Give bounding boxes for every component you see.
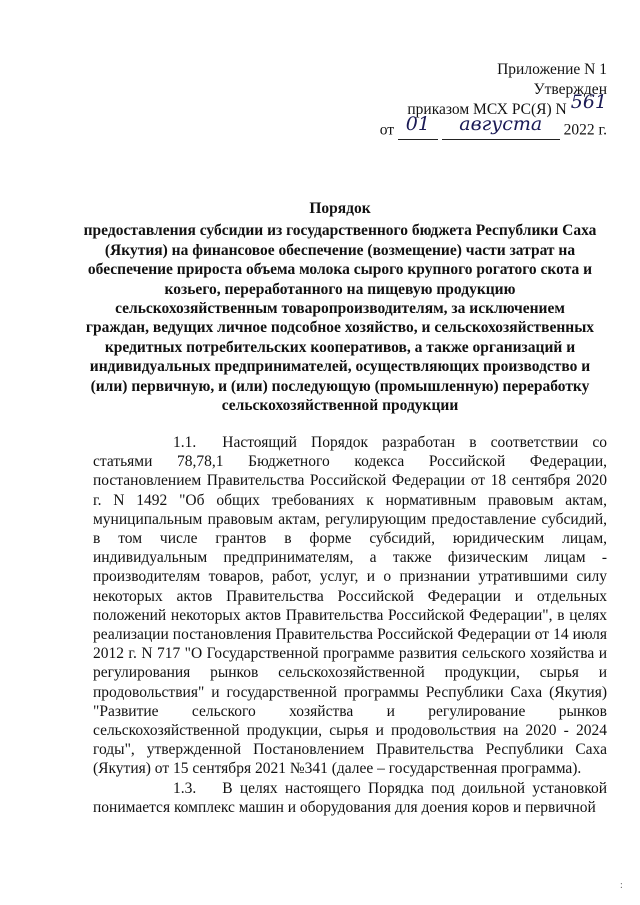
date-day-field — [398, 112, 438, 140]
title-heading: Порядок — [309, 200, 371, 217]
title-subtitle: предоставления субсидии из государственного бюджета Республики Саха (Якутия) на финансовое обеспечение (возмещение) части затрат на обеспечение прироста объема молока сырого крупного рогатого скота и козьего, переработанного на пищевую продукцию сельскохозяйственным товаропроизводителям, за исключением граждан, ведущих личное подсобное хозяйство, и сельскохозяйственных кредитных потребительских кооперативов, а также организаций и индивидуальных предпринимателей, осуществляющих производство и (или) первичную, и (или) последующую (промышленную) переработку сельскохозяйственной продукции — [83, 222, 597, 415]
paragraph-number: 1.3. — [173, 779, 197, 797]
order-prefix: приказом МСХ РС(Я) N — [407, 101, 567, 118]
page-edge-mark: : — [620, 880, 623, 891]
date-day-handwritten: 01 — [405, 112, 430, 135]
paragraph-1-1 — [93, 433, 607, 779]
paragraph-text: В целях настоящего Порядка под доильной установкой понимается комплекс машин и оборудования для доения коров и первичной — [93, 779, 607, 816]
date-line — [379, 112, 607, 140]
document-body — [93, 433, 607, 817]
paragraph-1-3 — [93, 779, 607, 817]
date-month-handwritten: августа — [459, 112, 543, 135]
approval-header — [380, 60, 607, 140]
appendix-label: Приложение N 1 — [497, 61, 607, 78]
date-year: 2022 г. — [563, 121, 607, 138]
approved-label: Утвержден — [533, 80, 607, 98]
document-title — [82, 199, 598, 415]
date-month-field — [442, 112, 560, 140]
paragraph-number: 1.1. — [173, 434, 197, 451]
paragraph-text: Настоящий Порядок разработан в соответствии со статьями 78,78,1 Бюджетного кодекса Российской Федерации, постановлением Правительства Российской Федерации от 18 сентября 2020 г. N 1492 "Об общих требованиях к нормативным правовым актам, муниципальным правовым актам, регулирующим предоставление субсидий, в том числе грантов в форме субсидий, юридическим лицам, индивидуальным предпринимателям, а также физическим лицам - производителям товаров, работ, услуг, и о признании утратившими силу некоторых актов Правительства Российской Федерации и отдельных положений некоторых актов Правительства Российской Федерации", в целях реализации постановления Правительства Российской Федерации от 14 июля 2012 г. N 717 "О Государственной программе развития сельского хозяйства и регулирования рынков сельскохозяйственной продукции, сырья и продовольствия" и государственной программы Республики Саха (Якутия) "Развитие сельского хозяйства и регулирование рынков сельскохозяйственной продукции, сырья и продовольствия на 2020 - 2024 годы", утвержденной Постановлением Правительства Республики Саха (Якутия) от 15 сентября 2021 №341 (далее – государственная программа). — [93, 434, 607, 778]
order-number-handwritten: 561 — [570, 91, 607, 113]
date-prefix: от — [379, 121, 395, 138]
